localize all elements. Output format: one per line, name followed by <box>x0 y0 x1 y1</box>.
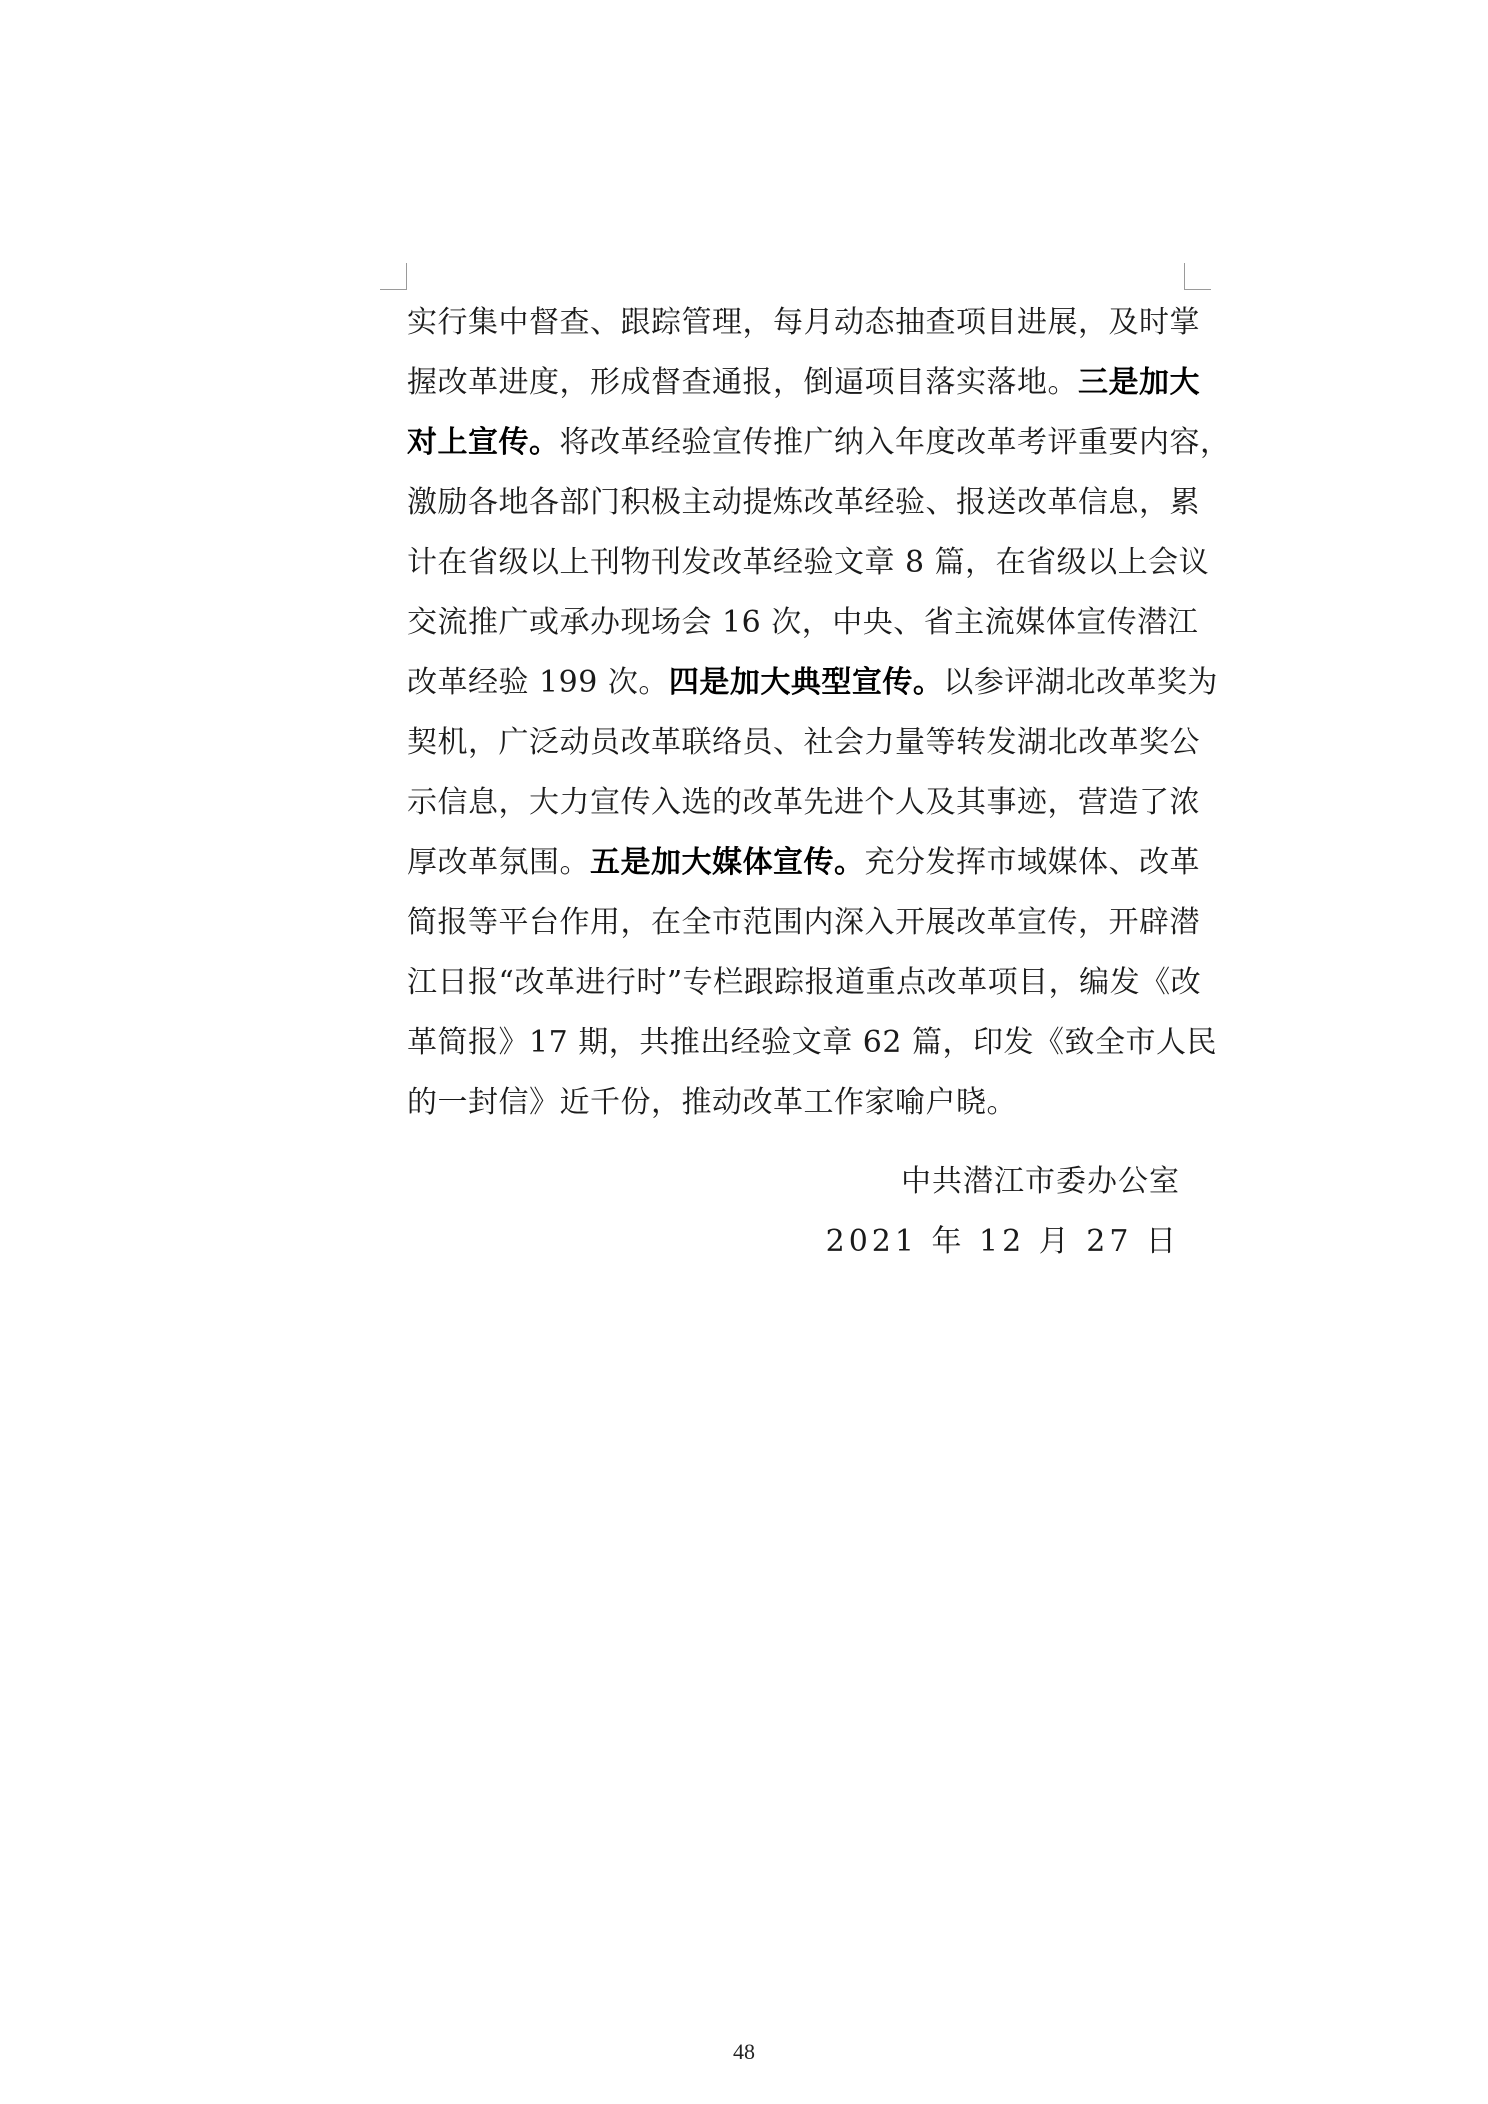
signature-date: 2021 年 12 月 27 日 <box>825 1224 1180 1259</box>
paragraph-line <box>407 1073 1182 1133</box>
text-run: 契机，广泛动员改革联络员、社会力量等转发湖北改革奖公 <box>407 725 1200 760</box>
paragraph-line <box>407 773 1200 833</box>
text-run: 以参评湖北改革奖为 <box>943 665 1218 700</box>
bold-heading-run: 五是加大媒体宣传。 <box>590 845 865 880</box>
text-run: 实行集中督查、跟踪管理，每月动态抽查项目进展，及时掌 <box>407 305 1200 340</box>
paragraph-line <box>407 533 1210 593</box>
paragraph-line <box>407 293 1200 353</box>
text-run: 激励各地各部门积极主动提炼改革经验、报送改革信息，累 <box>407 485 1200 520</box>
text-run: 革简报》17 期，共推出经验文章 62 篇，印发《致全市人民 <box>407 1025 1217 1060</box>
paragraph-line <box>407 953 1202 1013</box>
text-run: 握改革进度，形成督查通报，倒逼项目落实落地。 <box>407 365 1078 400</box>
bold-heading-run: 三是加大 <box>1078 365 1200 400</box>
bold-heading-run: 四是加大典型宣传。 <box>668 665 944 700</box>
paragraph-line <box>407 713 1200 773</box>
bold-heading-run: 对上宣传。 <box>407 425 560 460</box>
paragraph-line <box>407 413 1231 473</box>
paragraph-line <box>407 653 1218 713</box>
paragraph-line <box>407 473 1200 533</box>
text-run: 将改革经验宣传推广纳入年度改革考评重要内容， <box>559 425 1231 460</box>
body-paragraph <box>407 293 1231 1133</box>
text-run: 交流推广或承办现场会 16 次，中央、省主流媒体宣传潜江 <box>407 605 1199 640</box>
page-number: 48 <box>733 2039 755 2064</box>
text-run: 示信息，大力宣传入选的改革先进个人及其事迹，营造了浓 <box>407 785 1200 820</box>
text-run: 厚改革氛围。 <box>407 845 590 880</box>
text-run: 充分发挥市域媒体、改革 <box>864 845 1200 880</box>
text-run: 改革经验 199 次。 <box>407 665 669 700</box>
crop-mark-top-right <box>1184 263 1211 290</box>
text-run: 计在省级以上刊物刊发改革经验文章 8 篇，在省级以上会议 <box>407 545 1210 580</box>
text-run: 的一封信》近千份，推动改革工作家喻户晓。 <box>407 1085 1017 1120</box>
text-run: 江日报“改革进行时”专栏跟踪报道重点改革项目，编发《改 <box>407 965 1202 1000</box>
paragraph-line <box>407 593 1199 653</box>
signature-organization: 中共潜江市委办公室 <box>901 1164 1180 1199</box>
paragraph-line <box>407 833 1200 893</box>
text-run: 简报等平台作用，在全市范围内深入开展改革宣传，开辟潜 <box>407 905 1200 940</box>
crop-mark-top-left <box>380 263 407 290</box>
paragraph-line <box>407 1013 1217 1073</box>
paragraph-line <box>407 893 1200 953</box>
paragraph-line <box>407 353 1200 413</box>
